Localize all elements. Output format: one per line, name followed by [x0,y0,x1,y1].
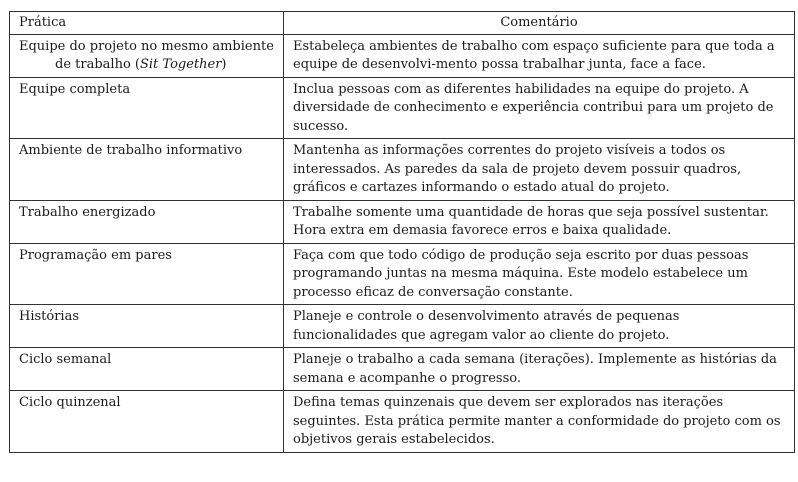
table-row [10,391,795,453]
practice-text-part: ) [221,57,227,72]
practice-text-italic: Sit Together [139,57,222,72]
practice-cell: Ciclo quinzenal [10,391,284,453]
table-row [10,243,795,305]
practice-cell: Ciclo semanal [10,348,284,391]
comment-cell: Trabalhe somente uma quantidade de horas que seja possível sustentar. Hora extra em demasia favorece erros e baixa qualidade. [284,200,795,243]
table-row [10,139,795,201]
table-row [10,305,795,348]
table-row [10,34,795,77]
comment-cell: Faça com que todo código de produção seja escrito por duas pessoas programando juntas na mesma máquina. Este modelo estabelece um processo eficaz de conversação constante. [284,243,795,305]
header-practice: Prática [10,12,284,35]
practice-text: Equipe do projeto no mesmo ambiente [19,38,274,54]
comment-cell: Defina temas quinzenais que devem ser explorados nas iterações seguintes. Esta prática permite manter a conformidade do projeto com os objetivos gerais estabelecidos. [284,391,795,453]
table-row [10,77,795,139]
practice-cell: Programação em pares [10,243,284,305]
practice-cell: Equipe completa [10,77,284,139]
comment-cell: Planeje o trabalho a cada semana (iterações). Implemente as histórias da semana e acompanhe o progresso. [284,348,795,391]
table-header-row [10,12,795,35]
practices-table [9,11,795,453]
comment-cell: Planeje e controle o desenvolvimento através de pequenas funcionalidades que agregam valor ao cliente do projeto. [284,305,795,348]
comment-cell: Estabeleça ambientes de trabalho com espaço suficiente para que toda a equipe de desenvolvi-mento possa trabalhar junta, face a face. [284,34,795,77]
practice-cell: Histórias [10,305,284,348]
table-row [10,348,795,391]
header-comment: Comentário [284,12,795,35]
practice-cell: Ambiente de trabalho informativo [10,139,284,201]
comment-cell: Inclua pessoas com as diferentes habilidades na equipe do projeto. A diversidade de conhecimento e experiência contribui para um projeto de sucesso. [284,77,795,139]
practice-text-part: de trabalho ( [55,57,140,72]
practice-cell [10,34,284,77]
comment-cell: Mantenha as informações correntes do projeto visíveis a todos os interessados. As paredes da sala de projeto devem possuir quadros, gráficos e cartazes informando o estado atual do projeto. [284,139,795,201]
table-row [10,200,795,243]
practice-text-continued [19,56,274,75]
practice-cell: Trabalho energizado [10,200,284,243]
